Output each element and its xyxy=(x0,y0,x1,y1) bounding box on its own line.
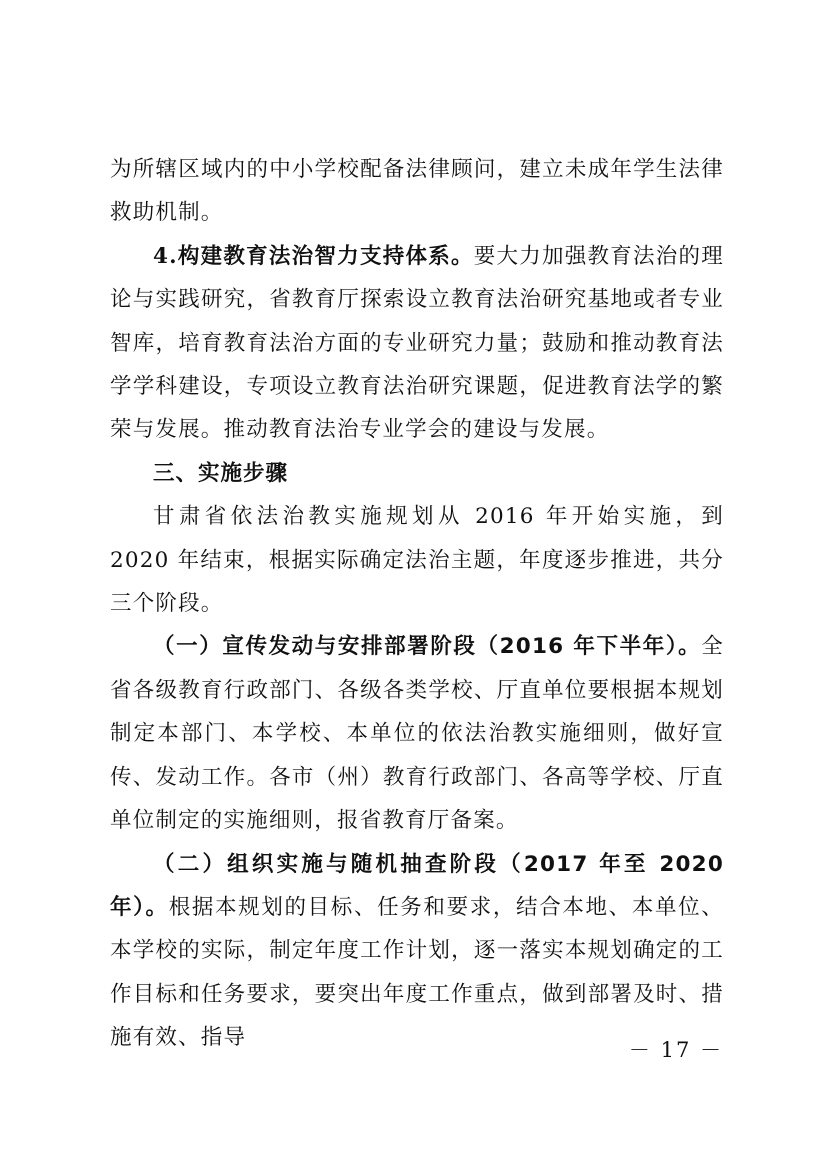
paragraph-stage-one xyxy=(110,625,724,842)
stage-one-body: 全省各级教育行政部门、各级各类学校、厅直单位要根据本规划制定本部门、本学校、本单位的依法治教实施细则，做好宣传、发动工作。各市（州）教育行政部门、各高等学校、厅直单位制定的实施细则，报省教育厅备案。 xyxy=(110,634,724,834)
paragraph-intellectual-support xyxy=(110,235,724,452)
page-number: － 17 － xyxy=(628,1038,723,1062)
paragraph-body-text: 要大力加强教育法治的理论与实践研究，省教育厅探索设立教育法治研究基地或者专业智库，培育教育法治方面的专业研究力量；鼓励和推动教育法学学科建设，专项设立教育法治研究课题，促进教育法学的繁荣与发展。推动教育法治专业学会的建设与发展。 xyxy=(110,243,724,443)
section-heading-implementation-steps: 三、实施步骤 xyxy=(153,460,289,486)
paragraph-stage-two xyxy=(110,843,724,1060)
paragraph-legal-advisor: 为所辖区域内的中小学校配备法律顾问，建立未成年学生法律救助机制。 xyxy=(110,157,724,226)
stage-two-body: 根据本规划的目标、任务和要求，结合本地、本单位、本学校的实际，制定年度工作计划，逐一落实本规划确定的工作目标和任务要求，要突出年度工作重点，做到部署及时、措施有效、指导 xyxy=(110,894,724,1051)
paragraph-lead-heading: 4.构建教育法治智力支持体系。 xyxy=(153,243,474,269)
document-body xyxy=(110,148,724,1060)
stage-one-heading: （一）宣传发动与安排部署阶段（2016 年下半年）。 xyxy=(153,634,702,660)
paragraph-implementation-intro: 甘肃省依法治教实施规划从 2016 年开始实施，到 2020 年结束，根据实际确定法治主题，年度逐步推进，共分三个阶段。 xyxy=(110,504,724,617)
stage-two-heading: （二）组织实施与随机抽查阶段（2017 年至 2020 年）。 xyxy=(110,851,724,920)
